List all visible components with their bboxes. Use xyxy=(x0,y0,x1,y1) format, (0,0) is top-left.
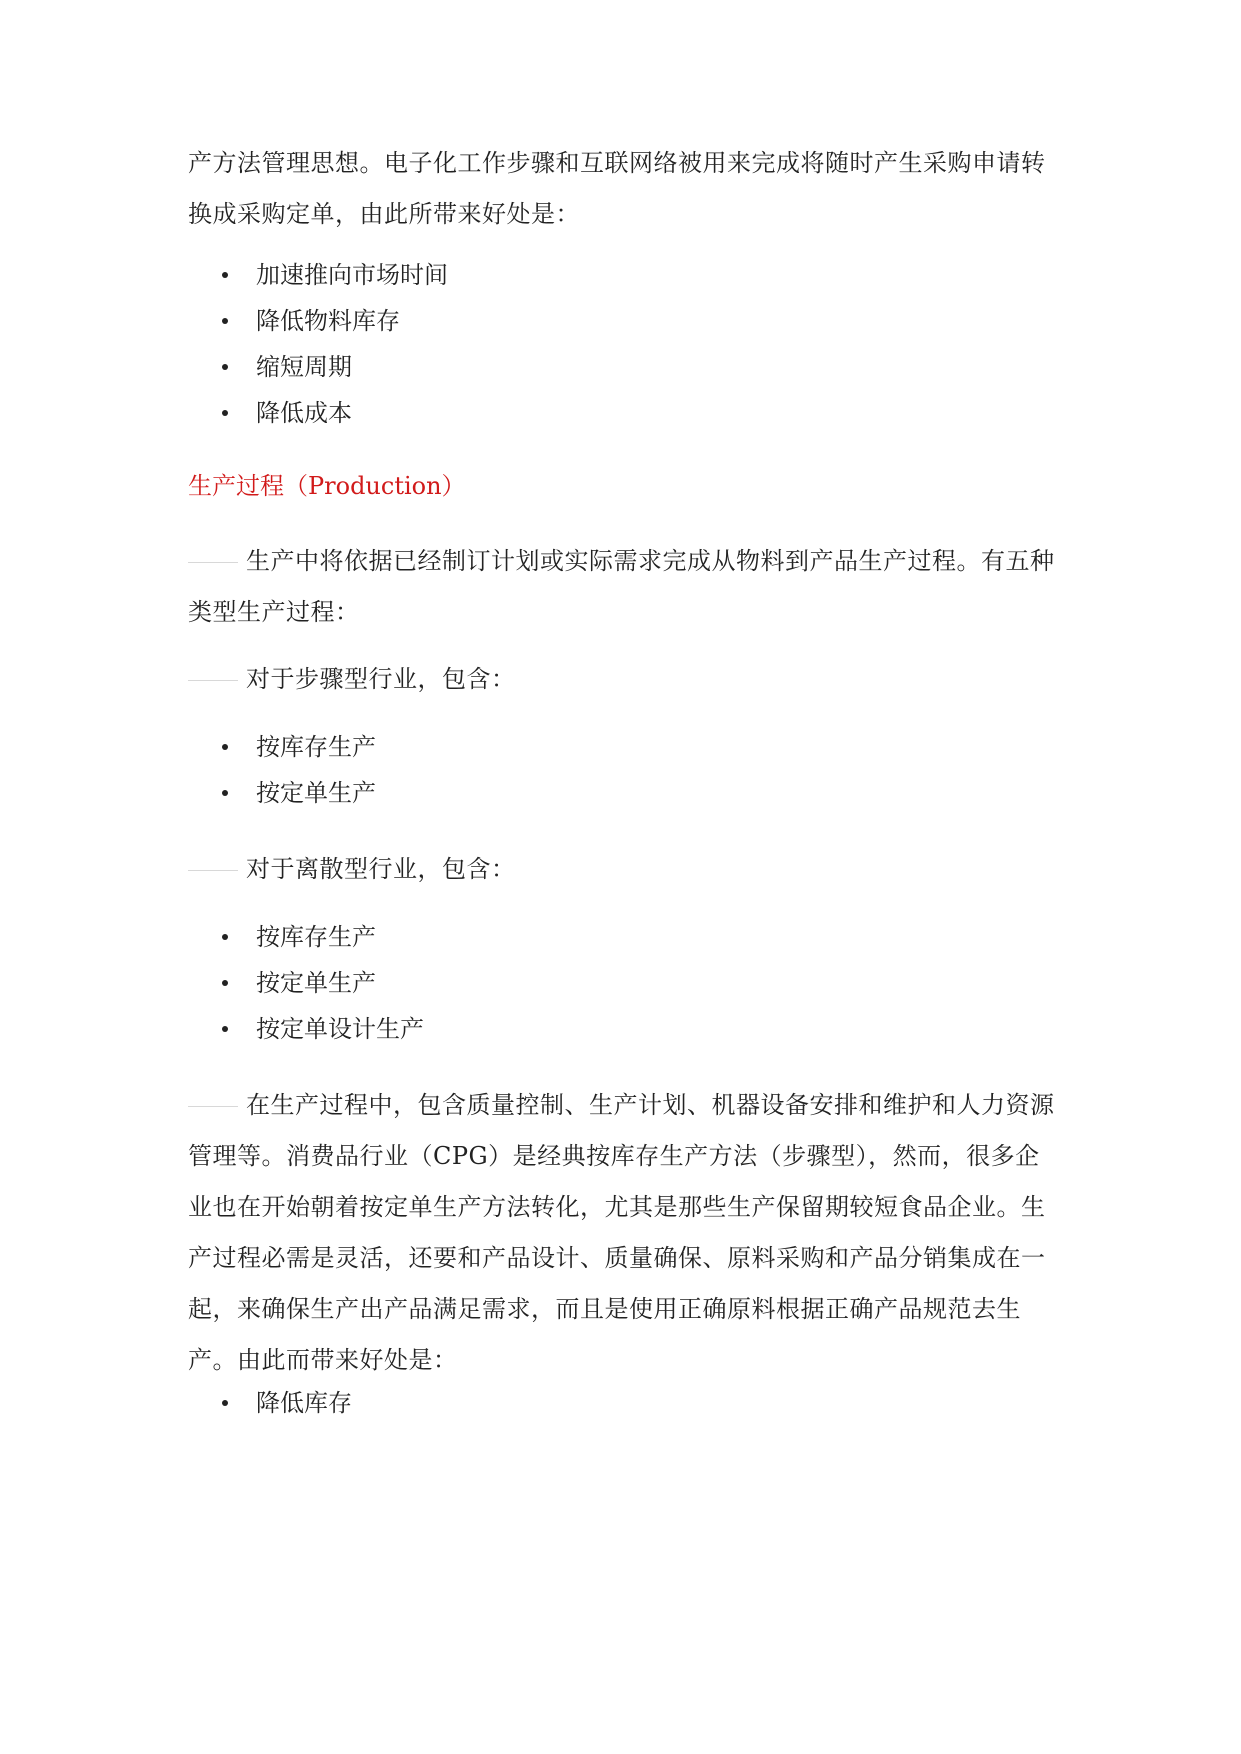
bullet-icon xyxy=(222,272,228,278)
dash-divider xyxy=(188,562,238,564)
list-item xyxy=(222,258,448,292)
list-item-label: 按定单生产 xyxy=(256,969,376,997)
bullet-icon xyxy=(222,1400,228,1406)
list-item xyxy=(222,966,376,1000)
bullet-icon xyxy=(222,1026,228,1032)
paragraph-text: 生产中将依据已经制订计划或实际需求完成从物料到产品生产过程。有五种类型生产过程： xyxy=(188,547,1055,626)
list-item xyxy=(222,1386,352,1420)
list-item-label: 按库存生产 xyxy=(256,923,376,951)
list-item-label: 缩短周期 xyxy=(256,353,352,381)
dash-divider xyxy=(188,1106,238,1108)
production-paragraph-1 xyxy=(188,536,1058,638)
list-item-label: 按定单生产 xyxy=(256,779,376,807)
discrete-type-intro xyxy=(188,844,1058,895)
list-item xyxy=(222,396,352,430)
section-heading: 生产过程（Production） xyxy=(188,472,466,500)
paragraph-text: 在生产过程中，包含质量控制、生产计划、机器设备安排和维护和人力资源管理等。消费品行业（CPG）是经典按库存生产方法（步骤型），然而，很多企业也在开始朝着按定单生产方法转化，尤其是那些生产保留期较短食品企业。生产过程必需是灵活，还要和产品设计、质量确保、原料采购和产品分销集成在一起，来确保生产出产品满足需求，而且是使用正确原料根据正确产品规范去生产。由此而带来好处是： xyxy=(188,1091,1055,1374)
list-item xyxy=(222,350,352,384)
bullet-icon xyxy=(222,410,228,416)
intro-paragraph: 产方法管理思想。电子化工作步骤和互联网络被用来完成将随时产生采购申请转换成采购定单，由此所带来好处是： xyxy=(188,149,1046,228)
list-item-label: 加速推向市场时间 xyxy=(256,261,448,289)
dash-divider xyxy=(188,870,238,872)
list-item-label: 降低成本 xyxy=(256,399,352,427)
bullet-icon xyxy=(222,318,228,324)
paragraph-text: 对于离散型行业，包含： xyxy=(246,855,516,883)
dash-divider xyxy=(188,680,238,682)
list-item xyxy=(222,730,376,764)
list-item-label: 降低物料库存 xyxy=(256,307,400,335)
list-item xyxy=(222,1012,424,1046)
paragraph-text: 对于步骤型行业，包含： xyxy=(246,665,516,693)
list-item-label: 降低库存 xyxy=(256,1389,352,1417)
list-item-label: 按库存生产 xyxy=(256,733,376,761)
bullet-icon xyxy=(222,364,228,370)
bullet-icon xyxy=(222,934,228,940)
production-paragraph-2 xyxy=(188,1080,1058,1386)
step-type-intro xyxy=(188,654,1058,705)
bullet-icon xyxy=(222,744,228,750)
list-item xyxy=(222,920,376,954)
list-item xyxy=(222,304,400,338)
bullet-icon xyxy=(222,790,228,796)
list-item xyxy=(222,776,376,810)
list-item-label: 按定单设计生产 xyxy=(256,1015,424,1043)
bullet-icon xyxy=(222,980,228,986)
